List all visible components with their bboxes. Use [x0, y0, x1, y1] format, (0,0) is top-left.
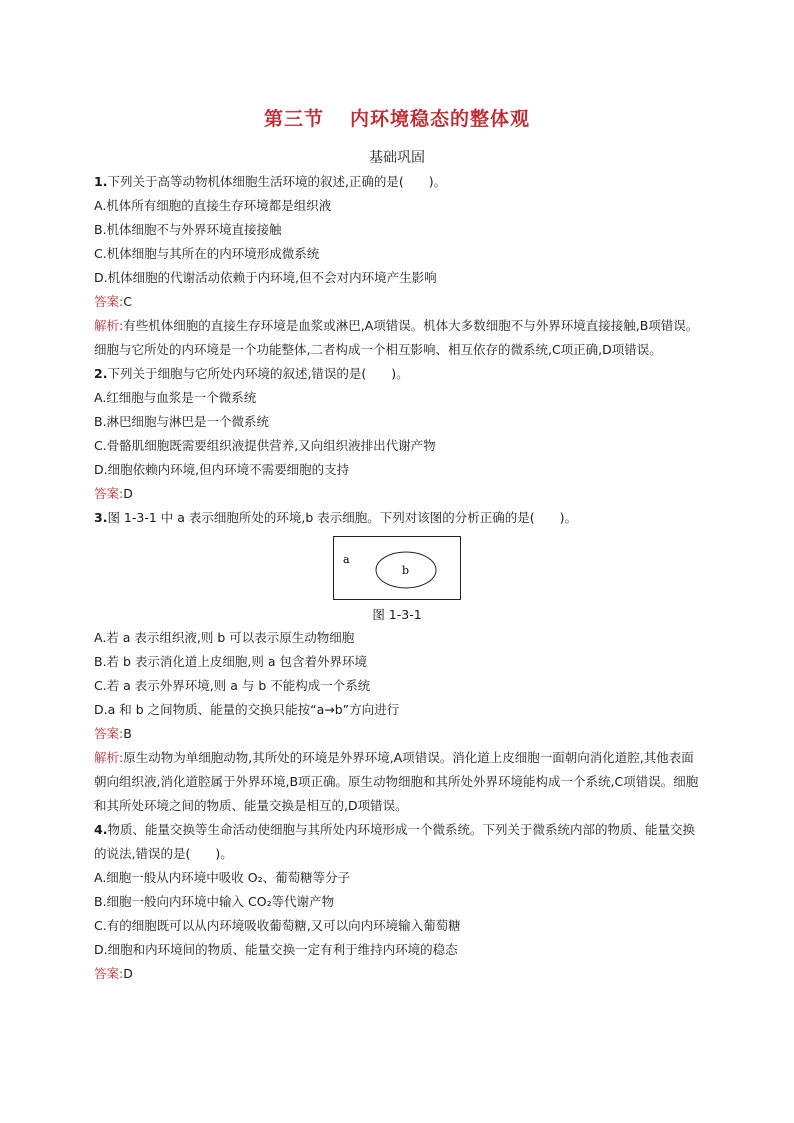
- question-text: 图 1-3-1 中 a 表示细胞所处的环境,b 表示细胞。下列对该图的分析正确的是( )。: [107, 510, 578, 525]
- label-a: a: [343, 553, 350, 566]
- answer: [94, 482, 700, 506]
- section-heading: 基础巩固: [369, 150, 425, 166]
- answer-value: B: [123, 726, 132, 741]
- question-1: [94, 170, 700, 362]
- option-c: C.机体细胞与其所在的内环境形成微系统: [94, 246, 320, 261]
- page-title: [94, 104, 700, 134]
- option-a: A.若 a 表示组织液,则 b 可以表示原生动物细胞: [94, 630, 355, 645]
- explanation: [94, 746, 700, 818]
- option-a: A.机体所有细胞的直接生存环境都是组织液: [94, 198, 332, 213]
- question-text: 物质、能量交换等生命活动使细胞与其所处内环境形成一个微系统。下列关于微系统内部的物质、能量交换的说法,错误的是( )。: [94, 822, 695, 861]
- answer: [94, 722, 700, 746]
- figure-diagram: [334, 537, 460, 599]
- title-section-number: 第三节: [263, 108, 324, 130]
- answer: [94, 290, 700, 314]
- option-b: B.细胞一般向内环境中输入 CO₂等代谢产物: [94, 894, 335, 909]
- figure-cell-environment: [333, 536, 461, 600]
- question-3: [94, 506, 700, 818]
- question-number: 3.: [94, 510, 108, 525]
- option-d: D.机体细胞的代谢活动依赖于内环境,但不会对内环境产生影响: [94, 270, 437, 285]
- option-c: C.有的细胞既可以从内环境吸收葡萄糖,又可以向内环境输入葡萄糖: [94, 918, 461, 933]
- option-c: C.若 a 表示外界环境,则 a 与 b 不能构成一个系统: [94, 678, 371, 693]
- explanation-text: 原生动物为单细胞动物,其所处的环境是外界环境,A项错误。消化道上皮细胞一面朝向消化道腔,其他表面朝向组织液,消化道腔属于外界环境,B项正确。原生动物细胞和其所处外界环境能构成一个系统,C项错误。细胞和其所处环境之间的物质、能量交换是相互的,D项错误。: [94, 750, 699, 813]
- answer-label: 答案:: [94, 486, 124, 501]
- question-stem: [94, 362, 700, 386]
- question-number: 2.: [94, 366, 108, 381]
- option-b: B.若 b 表示消化道上皮细胞,则 a 包含着外界环境: [94, 654, 368, 669]
- answer-value: D: [123, 966, 133, 981]
- option-a: A.细胞一般从内环境中吸收 O₂、葡萄糖等分子: [94, 870, 351, 885]
- answer: [94, 962, 700, 986]
- explanation: [94, 314, 700, 362]
- title-topic: 内环境稳态的整体观: [350, 108, 531, 130]
- answer-value: D: [123, 486, 133, 501]
- question-stem: [94, 170, 700, 194]
- question-number: 1.: [94, 174, 108, 189]
- question-stem: [94, 506, 700, 530]
- explanation-text: 有些机体细胞的直接生存环境是血浆或淋巴,A项错误。机体大多数细胞不与外界环境直接接触,B项错误。细胞与它所处的内环境是一个功能整体,二者构成一个相互影响、相互依存的微系统,C项正确,D项错误。: [94, 318, 699, 357]
- answer-value: C: [123, 294, 132, 309]
- answer-label: 答案:: [94, 726, 124, 741]
- option-b: B.机体细胞不与外界环境直接接触: [94, 222, 282, 237]
- explanation-label: 解析:: [94, 750, 124, 765]
- question-4: [94, 818, 700, 986]
- question-2: [94, 362, 700, 506]
- figure-caption: 图 1-3-1: [372, 607, 422, 622]
- question-number: 4.: [94, 822, 108, 837]
- option-d: D.细胞和内环境间的物质、能量交换一定有利于维持内环境的稳态: [94, 942, 458, 957]
- option-c: C.骨骼肌细胞既需要组织液提供营养,又向组织液排出代谢产物: [94, 438, 436, 453]
- option-d: D.a 和 b 之间物质、能量的交换只能按“a→b”方向进行: [94, 702, 400, 717]
- answer-label: 答案:: [94, 966, 124, 981]
- worksheet-page: [94, 104, 700, 986]
- question-text: 下列关于细胞与它所处内环境的叙述,错误的是( )。: [107, 366, 409, 381]
- explanation-label: 解析:: [94, 318, 124, 333]
- option-b: B.淋巴细胞与淋巴是一个微系统: [94, 414, 270, 429]
- question-stem: [94, 818, 700, 866]
- option-d: D.细胞依赖内环境,但内环境不需要细胞的支持: [94, 462, 350, 477]
- label-b: b: [402, 564, 410, 577]
- question-text: 下列关于高等动物机体细胞生活环境的叙述,正确的是( )。: [107, 174, 447, 189]
- option-a: A.红细胞与血浆是一个微系统: [94, 390, 257, 405]
- answer-label: 答案:: [94, 294, 124, 309]
